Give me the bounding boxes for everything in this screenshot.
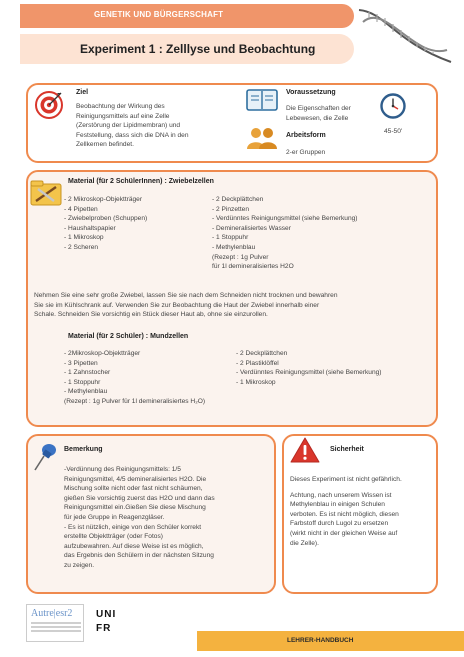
list-item: - 1 Mikroskop [236, 378, 276, 386]
material-onion-heading: Material (für 2 SchülerInnen) : Zwiebelzellen [68, 178, 214, 185]
autrelessr-logo [26, 604, 84, 642]
sicherheit-heading: Sicherheit [330, 446, 364, 453]
page-title: Experiment 1 : Zelllyse und Beobachtung [80, 42, 316, 56]
list-item: - Verdünntes Reinigungsmittel (siehe Bemerkung) [236, 369, 382, 377]
arbeitsform-value: 2-er Gruppen [286, 149, 326, 156]
ziel-heading: Ziel [76, 89, 89, 96]
list-item: - 2 Pinzetten [212, 205, 250, 213]
list-item: - Haushaltspapier [64, 224, 116, 232]
list-item: - 2 Scheren [64, 243, 99, 251]
book-icon [246, 88, 278, 112]
list-item: - 1 Stoppuhr [64, 378, 101, 386]
material-mouth-left-list [64, 349, 234, 407]
pushpin-icon [32, 442, 58, 472]
list-item: - 2 Plastiklöffel [236, 359, 279, 367]
material-mouth-heading: Material (für 2 Schüler) : Mundzellen [68, 333, 189, 340]
unifr-logo: UNI FR [96, 609, 117, 634]
footer-bar [197, 631, 464, 651]
tools-folder-icon [30, 177, 62, 207]
voraussetzung-heading: Voraussetzung [286, 89, 336, 96]
bemerkung-heading: Bemerkung [64, 446, 103, 453]
sicherheit-text: Dieses Experiment ist nicht gefährlich. Achtung, nach unserem Wissen ist Methylenblau in einigen Schulen verboten. Es ist nicht möglich, diesen Farbstoff durch Lugol zu ersetzen (wirkt nicht in der gleichen Weise auf die Zelle). [290, 476, 402, 547]
list-item: - 1 Stoppuhr [212, 234, 249, 242]
handbook-label: LEHRER-HANDBUCH [287, 637, 354, 644]
list-item: - 2 Mikroskop-Objektträger [64, 196, 143, 203]
target-icon [34, 90, 64, 120]
list-item: (Rezept : 1g Pulver für 1l demineralisiertes H₂O) [64, 397, 206, 405]
list-item: - 4 Pipetten [64, 205, 98, 213]
list-item: - 2 Deckplättchen [212, 196, 264, 203]
list-item: - 3 Pipetten [64, 359, 98, 367]
banner-text: GENETIK UND BÜRGERSCHAFT [94, 10, 224, 19]
list-item: (Rezept : 1g Pulver [212, 253, 269, 261]
logo-name: Autre|esr2 [31, 608, 73, 619]
material-onion-left-list [64, 195, 204, 253]
list-item: - Zwiebelproben (Schuppen) [64, 215, 148, 223]
material-mouth-right-list [236, 349, 434, 387]
list-item: für 1l demineralisiertes H2O [212, 263, 294, 271]
onion-instructions: Nehmen Sie eine sehr große Zwiebel, lassen Sie sie nach dem Schneiden nicht trocknen und bewahren Sie sie im Kühlschrank auf. Verwenden Sie zur Beobachtung die Haut der Zwiebel innerhalb einer Schale. Schneiden Sie vorsichtig ein Stück dieser Haut ab, ohne sie einzurollen. [34, 292, 338, 319]
clock-icon [380, 93, 406, 119]
dna-helix-icon [355, 2, 455, 70]
page-title-bar [20, 34, 354, 64]
list-item: - 1 Zahnstocher [64, 369, 111, 377]
list-item: - 2Mikroskop-Objektträger [64, 350, 141, 357]
arbeitsform-heading: Arbeitsform [286, 132, 326, 139]
voraussetzung-text: Die Eigenschaften der Lebewesen, die Zelle [286, 105, 351, 122]
list-item: - Methylenblau [212, 243, 256, 251]
duration: 45-50' [384, 128, 403, 135]
list-item: - Demineralisiertes Wasser [212, 224, 291, 232]
ziel-text: Beobachtung der Wirkung des Reinigungsmittels auf eine Zelle (Zerstörung der Lipidmembran) und Feststellung, dass sich die DNA in den Zellkernen befindet. [76, 103, 189, 149]
group-icon [246, 126, 278, 150]
warning-icon [290, 437, 320, 463]
list-item: - 2 Deckplättchen [236, 350, 288, 357]
list-item: - Methylenblau [64, 388, 108, 396]
header-banner [20, 4, 354, 28]
bemerkung-text: -Verdünnung des Reinigungsmittels: 1/5 Reinigungsmittel, 4/5 demineralisiertes H2O. Die Mischung sollte nicht oder fast nicht schäumen, gießen Sie vorsichtig zuerst das H2O und dann das Reinigungsmittel ein.Gießen Sie diese Mischung für jede Gruppe in Reagenzgläser. - Es ist nützlich, einige von den Schüler korrekt erstellte Objektträger (oder Fotos) aufzubewahren. Auf diese Weise ist es möglich, das Ergebnis den Schülern in der nächsten Sitzung zu zeigen. [64, 466, 215, 569]
list-item: - Verdünntes Reinigungsmittel (siehe Bemerkung) [212, 215, 358, 223]
list-item: - 1 Mikroskop [64, 234, 104, 242]
material-onion-right-list [212, 195, 432, 272]
